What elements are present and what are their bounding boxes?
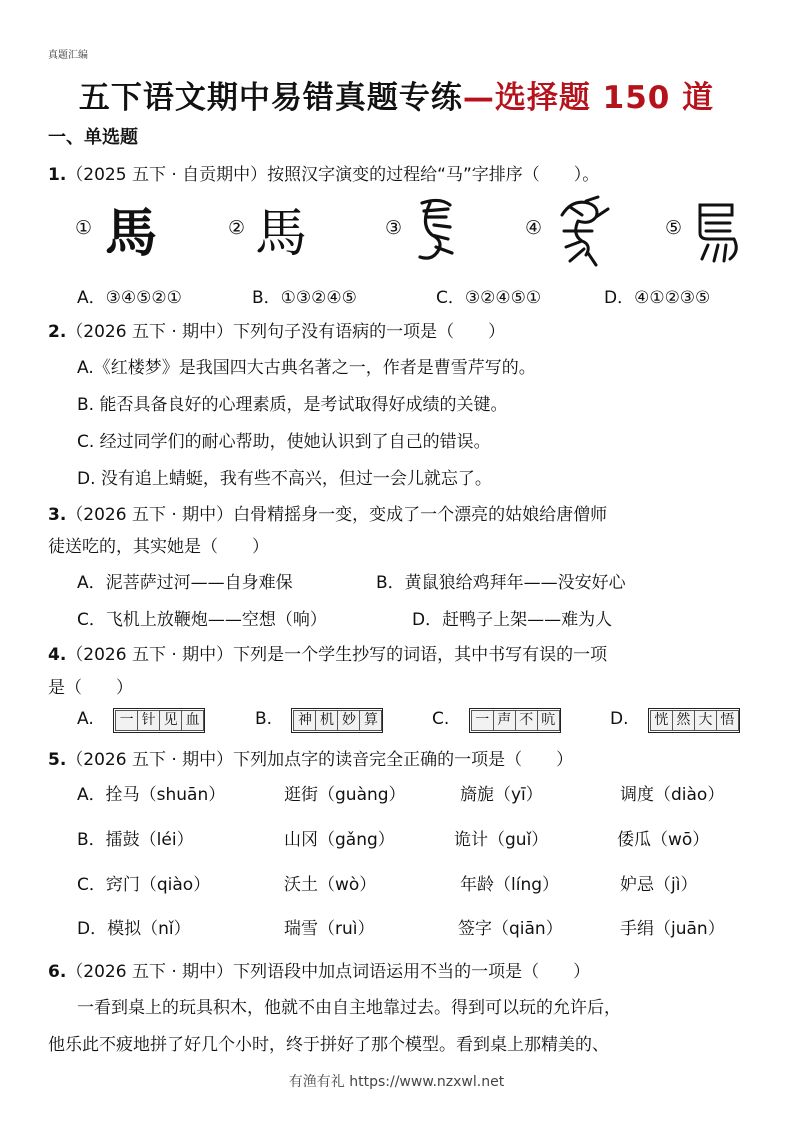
question-number: 5. bbox=[48, 750, 67, 770]
page-title bbox=[0, 72, 793, 117]
horse-oracle-glyph bbox=[410, 195, 460, 267]
question-number: 4. bbox=[48, 645, 67, 665]
tile: 针 bbox=[137, 710, 160, 731]
question-2 bbox=[48, 317, 505, 342]
option-letter: A. bbox=[77, 709, 94, 729]
q5-row-a-4: 调度（diào） bbox=[620, 785, 725, 805]
q1-option-c: C．③②④⑤① bbox=[436, 288, 542, 308]
word-tiles bbox=[291, 708, 383, 733]
tile: 不 bbox=[515, 710, 538, 731]
label-2: ② bbox=[228, 217, 246, 239]
question-3 bbox=[48, 500, 607, 525]
section-heading: 一、单选题 bbox=[48, 127, 138, 148]
q6-paragraph-line2: 他乐此不疲地拼了好几个小时，终于拼好了那个模型。看到桌上那精美的、 bbox=[48, 1035, 609, 1055]
label-1: ① bbox=[75, 217, 93, 239]
question-text-line1: （2026 五下 · 期中）下列是一个学生抄写的词语，其中书写有误的一项 bbox=[66, 645, 608, 665]
tile: 然 bbox=[672, 710, 695, 731]
q5-row-d-4: 手绢（juān） bbox=[620, 919, 725, 939]
q5-row-a-3: 旖旎（yī） bbox=[460, 785, 543, 805]
header-tag: 真题汇编 bbox=[48, 50, 88, 61]
question-3-cont: 徒送吃的，其实她是（ ） bbox=[48, 537, 269, 557]
tile: 妙 bbox=[337, 710, 360, 731]
tile: 血 bbox=[181, 710, 204, 731]
q5-row-d-2: 瑞雪（ruì） bbox=[284, 919, 375, 939]
question-text: （2026 五下 · 期中）下列句子没有语病的一项是（ ） bbox=[66, 322, 506, 342]
tile: 吭 bbox=[537, 710, 560, 731]
q5-row-d-1: D．模拟（nǐ） bbox=[77, 919, 191, 939]
question-6 bbox=[48, 957, 590, 982]
q2-option-b: B. 能否具备良好的心理素质，是考试取得好成绩的关键。 bbox=[77, 395, 508, 415]
question-text: （2025 五下 · 自贡期中）按照汉字演变的过程给“马”字排序（ ）。 bbox=[66, 165, 600, 185]
label-3: ③ bbox=[385, 217, 403, 239]
q5-row-b-4: 倭瓜（wō） bbox=[617, 830, 710, 850]
word-tiles bbox=[113, 708, 205, 733]
tile: 大 bbox=[694, 710, 717, 731]
question-number: 3. bbox=[48, 505, 67, 525]
q5-row-c-3: 年龄（líng） bbox=[460, 875, 560, 895]
title-main: 五下语文期中易错真题专练 bbox=[78, 80, 463, 116]
tile: 恍 bbox=[650, 710, 673, 731]
tile: 算 bbox=[359, 710, 382, 731]
option-letter: B. bbox=[255, 709, 273, 729]
q5-row-c-2: 沃土（wò） bbox=[284, 875, 377, 895]
q2-option-a: A.《红楼梦》是我国四大古典名著之一，作者是曹雪芹写的。 bbox=[77, 358, 536, 378]
q3-option-a: A．泥菩萨过河——自身难保 bbox=[77, 573, 293, 593]
q3-option-c: C．飞机上放鞭炮——空想（响） bbox=[77, 610, 327, 630]
q1-option-a: A．③④⑤②① bbox=[77, 288, 182, 308]
label-4: ④ bbox=[525, 217, 543, 239]
question-text: （2026 五下 · 期中）下列加点字的读音完全正确的一项是（ ） bbox=[66, 750, 574, 770]
tile: 神 bbox=[293, 710, 316, 731]
word-tiles bbox=[469, 708, 561, 733]
horse-kaishu-glyph: 馬 bbox=[105, 203, 158, 264]
q2-option-c: C. 经过同学们的耐心帮助，使她认识到了自己的错误。 bbox=[77, 432, 491, 452]
horse-bronze-glyph bbox=[552, 195, 612, 267]
q2-option-d: D. 没有追上蜻蜓，我有些不高兴，但过一会儿就忘了。 bbox=[77, 469, 492, 489]
tile: 悟 bbox=[716, 710, 739, 731]
q5-row-c-4: 妒忌（jì） bbox=[620, 875, 698, 895]
tile: 见 bbox=[159, 710, 182, 731]
label-5: ⑤ bbox=[665, 217, 683, 239]
tile: 机 bbox=[315, 710, 338, 731]
question-4 bbox=[48, 640, 607, 665]
question-1 bbox=[48, 160, 599, 185]
horse-seal-glyph bbox=[690, 199, 745, 265]
q1-option-b: B．①③②④⑤ bbox=[252, 288, 357, 308]
tile: 声 bbox=[493, 710, 516, 731]
question-number: 1. bbox=[48, 165, 67, 185]
q1-option-d: D．④①②③⑤ bbox=[604, 288, 711, 308]
q4-option-d bbox=[610, 708, 740, 733]
question-text-line1: （2026 五下 · 期中）白骨精摇身一变，变成了一个漂亮的姑娘给唐僧师 bbox=[66, 505, 608, 525]
title-red: —选择题 150 道 bbox=[462, 80, 715, 116]
question-5 bbox=[48, 745, 573, 770]
tile: 一 bbox=[471, 710, 494, 731]
tile: 一 bbox=[115, 710, 138, 731]
horse-evolution-figure bbox=[75, 195, 755, 270]
question-text: （2026 五下 · 期中）下列语段中加点词语运用不当的一项是（ ） bbox=[66, 962, 591, 982]
q5-row-b-2: 山冈（gǎng） bbox=[284, 830, 395, 850]
q4-option-a bbox=[77, 708, 205, 733]
q6-paragraph-line1: 一看到桌上的玩具积木，他就不由自主地靠过去。得到可以玩的允许后， bbox=[77, 998, 621, 1018]
q5-row-c-1: C．窍门（qiào） bbox=[77, 875, 211, 895]
option-letter: C. bbox=[432, 709, 450, 729]
question-number: 6. bbox=[48, 962, 67, 982]
word-tiles bbox=[648, 708, 740, 733]
q3-option-b: B．黄鼠狼给鸡拜年——没安好心 bbox=[376, 573, 626, 593]
page-footer: 有渔有礼 https://www.nzxwl.net bbox=[288, 1074, 505, 1090]
q5-row-b-1: B．擂鼓（léi） bbox=[77, 830, 194, 850]
q5-row-d-3: 签字（qiān） bbox=[458, 919, 563, 939]
q3-option-d: D．赶鸭子上架——难为人 bbox=[412, 610, 613, 630]
question-number: 2. bbox=[48, 322, 67, 342]
q4-option-b bbox=[255, 708, 383, 733]
q4-option-c bbox=[432, 708, 561, 733]
question-4-cont: 是（ ） bbox=[48, 678, 133, 698]
horse-lishu-glyph: 馬 bbox=[255, 204, 308, 264]
q5-row-b-3: 诡计（guǐ） bbox=[454, 830, 549, 850]
q5-row-a-2: 逛街（guàng） bbox=[284, 785, 406, 805]
option-letter: D. bbox=[610, 709, 629, 729]
q5-row-a-1: A．拴马（shuān） bbox=[77, 785, 226, 805]
